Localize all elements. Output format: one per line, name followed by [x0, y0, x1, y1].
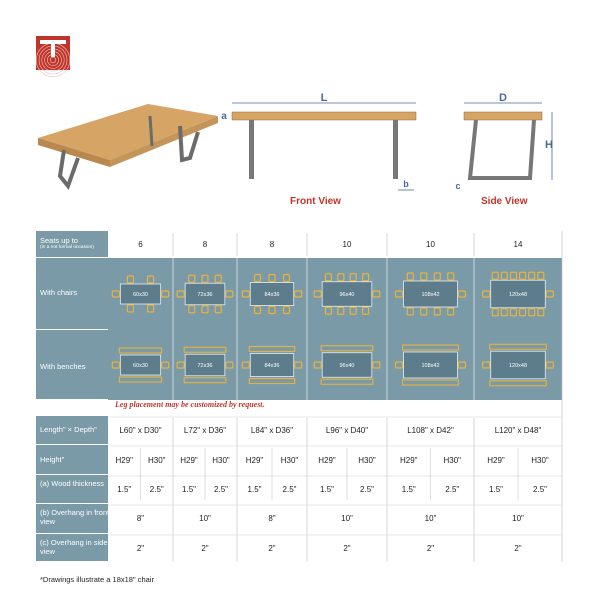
spec-table — [36, 231, 562, 562]
table-size-label: 60x30 — [133, 363, 148, 369]
seats-value: 8 — [269, 240, 275, 249]
row-label-chairs: With chairs — [40, 288, 78, 297]
overhang-side-value: 2" — [268, 544, 276, 553]
thickness-value-thick: 2.5" — [149, 485, 164, 494]
thickness-value-thick: 2.5" — [282, 485, 297, 494]
overhang-front-value: 10" — [341, 514, 353, 523]
row-label-seats-text: Seats up to — [40, 236, 78, 245]
table-size-label: 108x42 — [421, 292, 440, 298]
length-depth-value: L96" x D40" — [325, 426, 369, 435]
thickness-value-thin: 1.5" — [489, 485, 503, 494]
row-label-length-depth: Length" × Depth" — [40, 425, 97, 434]
seats-value: 6 — [138, 240, 143, 249]
overhang-side-value: 2" — [201, 544, 209, 553]
table-size-label: 84x36 — [264, 292, 280, 298]
chair-footnote: *Drawings illustrate a 18x18" chair — [40, 575, 154, 584]
overhang-front-value: 10" — [512, 514, 524, 523]
overhang-side-value: 2" — [514, 544, 522, 553]
front-view-label: Front View — [290, 196, 341, 207]
thickness-value-thin: 1.5" — [117, 485, 132, 494]
logo-icon — [36, 36, 70, 77]
seats-value: 10 — [426, 240, 435, 249]
dim-L-label: L — [320, 92, 328, 104]
height-value-high: H30" — [358, 456, 376, 465]
table-render-icon — [38, 104, 218, 186]
thickness-value-thin: 1.5" — [247, 485, 262, 494]
table-size-label: 60x30 — [133, 292, 148, 298]
height-value-high: H30" — [212, 456, 230, 465]
table-size-label: 108x42 — [421, 363, 440, 369]
row-label-seats-sub: (in a not formal occasion) — [40, 245, 94, 250]
table-size-label: 72x36 — [197, 292, 213, 298]
overhang-front-value: 8" — [136, 514, 145, 523]
height-value-high: H30" — [280, 456, 299, 465]
thickness-value-thick: 2.5" — [360, 485, 374, 494]
seats-value: 10 — [342, 240, 352, 249]
overhang-side-value: 2" — [426, 544, 435, 553]
thickness-value-thin: 1.5" — [182, 485, 196, 494]
height-value-low: H29" — [318, 456, 336, 465]
side-view-drawing — [464, 103, 552, 180]
length-depth-value: L108" x D42" — [407, 426, 454, 435]
overhang-front-value: 8" — [268, 514, 276, 523]
height-value-high: H30" — [531, 456, 549, 465]
row-label-height: Height" — [40, 455, 65, 464]
dim-b-label: b — [403, 179, 409, 189]
side-view-label: Side View — [481, 196, 528, 207]
table-size-label: 84x36 — [264, 363, 280, 369]
length-depth-value: L84" x D36" — [250, 426, 294, 435]
overhang-side-value: 2" — [136, 544, 145, 553]
overhang-front-value: 10" — [424, 514, 437, 523]
height-value-low: H29" — [399, 456, 418, 465]
thickness-value-thin: 1.5" — [401, 485, 416, 494]
height-value-low: H29" — [245, 456, 264, 465]
dim-H-label: H — [545, 139, 553, 151]
height-value-high: H30" — [443, 456, 461, 465]
height-value-low: H29" — [180, 456, 198, 465]
dim-D-label: D — [499, 92, 507, 104]
seats-value: 8 — [202, 240, 208, 249]
row-label-thickness: (a) Wood thickness — [40, 479, 105, 488]
thickness-value-thick: 2.5" — [445, 485, 460, 494]
table-size-label: 120x48 — [508, 363, 528, 369]
dim-c-label: c — [455, 181, 461, 191]
overhang-side-value: 2" — [343, 544, 351, 553]
seats-value: 14 — [513, 240, 523, 249]
front-view-drawing — [232, 103, 416, 190]
table-size-label: 72x36 — [197, 363, 213, 369]
overhang-front-value: 10" — [199, 514, 211, 523]
height-value-low: H29" — [115, 456, 133, 465]
height-value-low: H29" — [487, 456, 505, 465]
thickness-value-thick: 2.5" — [214, 485, 228, 494]
row-label-seats — [40, 236, 110, 251]
table-size-label: 96x40 — [339, 363, 355, 369]
length-depth-value: L60" x D30" — [119, 426, 162, 435]
dim-a-label: a — [221, 111, 227, 122]
length-depth-value: L72" x D36" — [183, 426, 227, 435]
row-label-benches: With benches — [40, 362, 86, 371]
thickness-value-thin: 1.5" — [320, 485, 334, 494]
leg-note: Leg placement may be customized by request. — [115, 400, 265, 409]
height-value-high: H30" — [147, 456, 166, 465]
table-size-label: 96x40 — [339, 292, 355, 298]
length-depth-value: L120" x D48" — [494, 426, 542, 435]
table-size-label: 120x48 — [508, 292, 528, 298]
row-label-overhang-side: (c) Overhang in side view — [40, 538, 108, 556]
row-label-overhang-front: (b) Overhang in front view — [40, 508, 110, 526]
thickness-value-thick: 2.5" — [533, 485, 547, 494]
